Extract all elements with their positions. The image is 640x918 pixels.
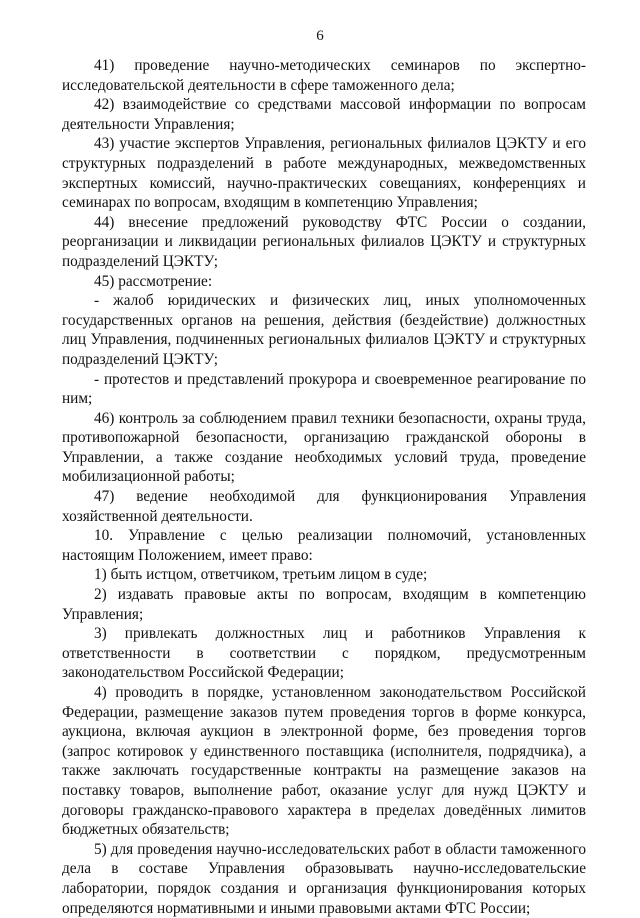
paragraph-item-46: 46) контроль за соблюдением правил техники безопасности, охраны труда, противопожарной безопасности, организацию гражданской обороны в Управлении, а также создание необходимых условий труда, проведение мобилизационной работы; — [62, 409, 586, 486]
paragraph-item-43: 43) участие экспертов Управления, региональных филиалов ЦЭКТУ и его структурных подразделений в работе международных, межведомственных экспертных комиссий, научно-практических совещаниях, конференциях и семинарах по вопросам, входящим в компетенцию Управления; — [62, 135, 586, 212]
document-body — [62, 56, 586, 918]
paragraph-right-5: 5) для проведения научно-исследовательских работ в области таможенного дела в составе Управления образовывать научно-исследовательские лаборатории, порядок создания и организация функционирования которых определяются нормативными и иными правовыми актами ФТС России; — [62, 840, 586, 917]
paragraph-item-47: 47) ведение необходимой для функционирования Управления хозяйственной деятельности. — [62, 488, 586, 525]
paragraph-protests: - протестов и представлений прокурора и своевременное реагирование по ним; — [62, 370, 586, 408]
paragraph-right-3: 3) привлекать должностных лиц и работников Управления к ответственности в соответствии с порядком, предусмотренным законодательством Российской Федерации; — [62, 625, 586, 682]
paragraph-section-10: 10. Управление с целью реализации полномочий, установленных настоящим Положением, имеет право: — [62, 527, 586, 564]
paragraph-right-1: 1) быть истцом, ответчиком, третьим лицом в суде; — [94, 566, 428, 584]
paragraph-item-45: 45) рассмотрение: — [94, 272, 213, 290]
paragraph-item-44: 44) внесение предложений руководству ФТС России о создании, реорганизации и ликвидации региональных филиалов ЦЭКТУ и структурных подразделений ЦЭКТУ; — [62, 213, 586, 270]
page-number: 6 — [316, 28, 324, 44]
paragraph-complaints: - жалоб юридических и физических лиц, иных уполномоченных государственных органов на решения, действия (бездействие) должностных лиц Управления, подчиненных региональных филиалов ЦЭКТУ и структурных подразделений ЦЭКТУ; — [62, 292, 586, 368]
paragraph-right-4: 4) проводить в порядке, установленном законодательством Российской Федерации, размещение заказов путем проведения торгов в форме конкурса, аукциона, включая аукцион в электронной форме, без проведения торгов (запрос котировок у единственного поставщика (исполнителя, подрядчика), а также заключать государственные контракты на размещение заказов на поставку товаров, выполнение работ, оказание услуг для нужд ЦЭКТУ и договоры гражданско-правового характера в пределах доведённых лимитов бюджетных обязательств; — [62, 684, 586, 839]
paragraph-right-2: 2) издавать правовые акты по вопросам, входящим в компетенцию Управления; — [62, 586, 586, 623]
paragraph-item-41: 41) проведение научно-методических семинаров по экспертно-исследовательской деятельности в сфере таможенного дела; — [62, 57, 586, 94]
paragraph-item-42: 42) взаимодействие со средствами массовой информации по вопросам деятельности Управления; — [62, 96, 586, 133]
